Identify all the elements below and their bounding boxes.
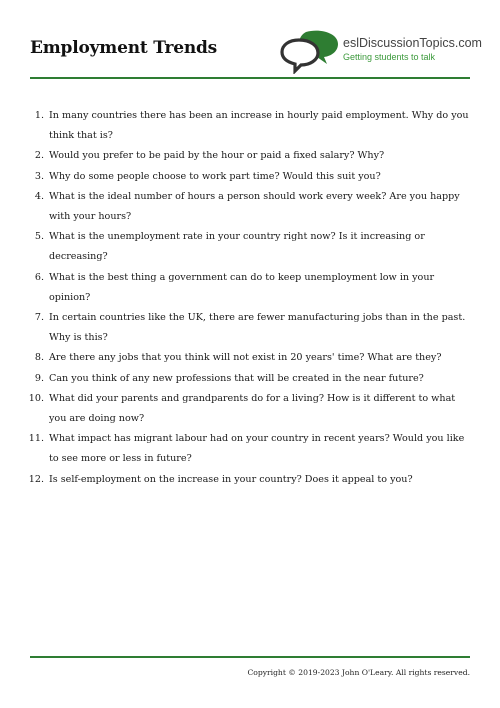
question-text: Can you think of any new professions that will be created in the near future?: [49, 372, 424, 384]
question-text: What is the unemployment rate in your country right now? Is it increasing or decreasing?: [49, 231, 425, 263]
site-logo[interactable]: [280, 28, 480, 74]
question-text: What is the best thing a government can do to keep unemployment low in your opinion?: [49, 271, 435, 303]
question-text: Would you prefer to be paid by the hour or paid a fixed salary? Why?: [49, 150, 385, 162]
question-number: 3.: [34, 170, 44, 182]
page-title: Employment Trends: [30, 38, 218, 58]
question-list: [30, 106, 470, 490]
question-number: 2.: [34, 150, 44, 162]
question-text: In certain countries like the UK, there are fewer manufacturing jobs than in the past. Why is this?: [49, 312, 466, 344]
question-text: What did your parents and grandparents do for a living? How is it different to what you are doing now?: [49, 392, 456, 425]
question-number: 10.: [28, 392, 44, 404]
question-number: 4.: [34, 190, 44, 202]
question-number: 7.: [34, 312, 44, 324]
question-text: Is self-employment on the increase in your country? Does it appeal to you?: [49, 473, 413, 485]
list-item: [30, 308, 470, 348]
question-text: Why do some people choose to work part time? Would this suit you?: [49, 170, 381, 182]
list-item: [30, 268, 470, 308]
question-number: 9.: [34, 372, 44, 384]
footer-divider: [30, 656, 470, 658]
list-item: [30, 106, 470, 146]
question-number: 11.: [28, 433, 44, 445]
list-item: [30, 167, 470, 187]
list-item: [30, 227, 470, 267]
question-number: 8.: [34, 352, 44, 364]
speech-bubbles-icon: [280, 28, 342, 74]
list-item: [30, 470, 470, 490]
question-text: What impact has migrant labour had on your country in recent years? Would you like to see more or less in future?: [49, 433, 465, 465]
question-number: 1.: [34, 110, 44, 121]
question-text: What is the ideal number of hours a person should work every week? Are you happy with your hours?: [49, 190, 460, 223]
question-number: 12.: [28, 473, 44, 485]
question-number: 5.: [34, 231, 44, 243]
list-item: [30, 348, 470, 368]
list-item: [30, 429, 470, 469]
list-item: [30, 369, 470, 389]
logo-tagline: Getting students to talk: [343, 52, 436, 62]
logo-site-name: eslDiscussionTopics.com: [343, 36, 482, 50]
list-item: [30, 389, 470, 429]
copyright-notice: Copyright © 2019-2023 John O'Leary. All rights reserved.: [247, 668, 470, 677]
list-item: [30, 187, 470, 227]
question-text: In many countries there has been an increase in hourly paid employment. Why do you think that is?: [49, 110, 469, 142]
list-item: [30, 146, 470, 166]
question-number: 6.: [34, 271, 44, 283]
question-text: Are there any jobs that you think will not exist in 20 years' time? What are they?: [49, 352, 442, 364]
header-divider: [30, 77, 470, 79]
